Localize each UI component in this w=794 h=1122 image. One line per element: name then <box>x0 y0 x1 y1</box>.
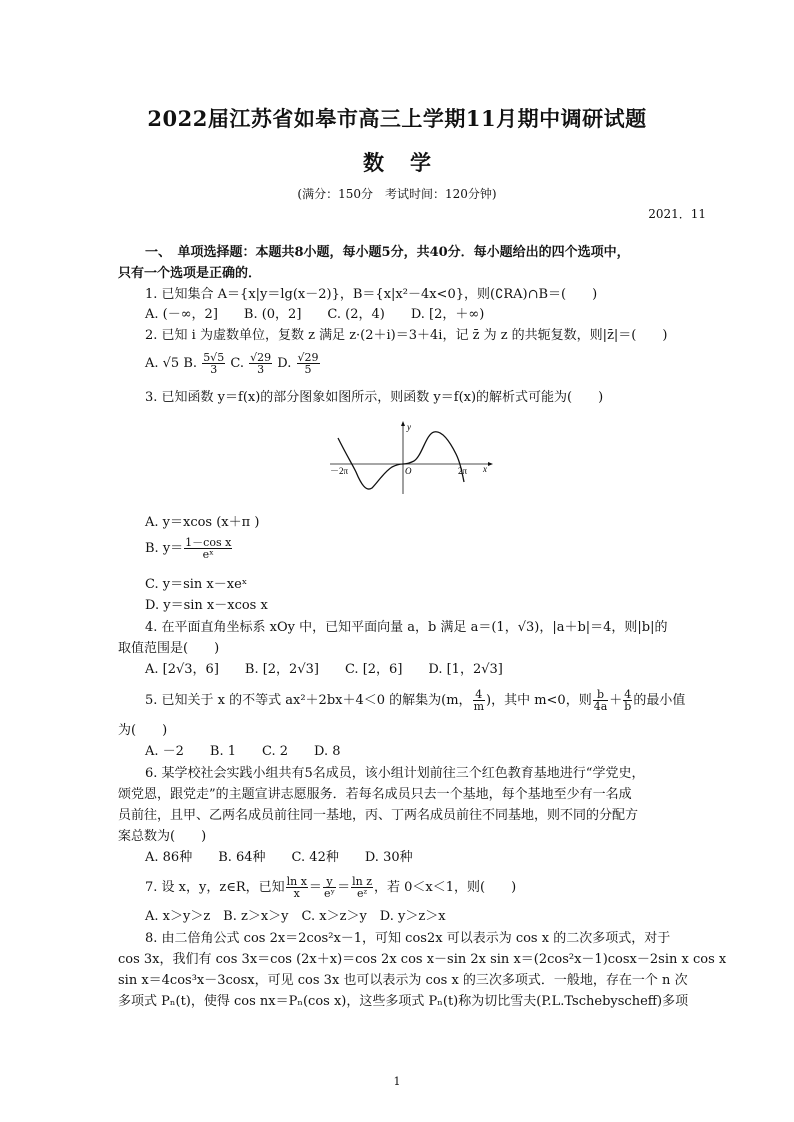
q6-options: A. 86种 B. 64种 C. 42种 D. 30种 <box>145 850 413 865</box>
neg-2pi-tick: －2π <box>330 466 349 476</box>
q5-stem-post: 的最小值 <box>633 693 686 708</box>
x-axis-arrow <box>488 462 493 466</box>
page-number: 1 <box>393 1075 401 1088</box>
section1-heading: 一、 单项选择题：本题共8小题，每小题5分，共40分．每小题给出的四个选项中， <box>145 245 630 260</box>
q3-option-b-line <box>145 537 233 560</box>
q7-eq1: ＝ <box>308 880 322 895</box>
y-axis-label: y <box>407 422 411 432</box>
q4-options: A. [2√3，6] B. [2，2√3] C. [2，6] D. [1，2√3] <box>145 662 503 677</box>
q2-option-b: B. <box>183 356 198 371</box>
q5-frac-b-over-4a: $\frac{b}{4a}$ <box>593 688 608 713</box>
q5-stem-cont: 为( ) <box>118 723 168 738</box>
q5-stem-mid: )，其中 m<0，则 <box>486 693 592 708</box>
q5-stem-pre: 5. 已知关于 x 的不等式 ax²＋2bx＋4＜0 的解集为(m， <box>145 693 472 708</box>
exam-meta: (满分：150分 考试时间：120分钟) <box>297 187 497 201</box>
q1-stem: 1. 已知集合 A＝{x|y＝lg(x－2)}，B＝{x|x²－4x<0}，则(∁RA)∩B＝( ) <box>145 287 598 302</box>
q7-options: A. x＞y＞z B. z＞x＞y C. x＞z＞y D. y＞z＞x <box>145 909 446 924</box>
q6-stem-line4: 案总数为( ) <box>118 829 207 844</box>
q2-option-d-fraction: $\frac{√29}{5}$ <box>297 351 319 376</box>
q2-stem: 2. 已知 i 为虚数单位，复数 z 满足 z·(2＋i)＝3＋4i，记 z̄ 为 z 的共轭复数，则|z̄|＝( ) <box>145 328 668 343</box>
q3-option-b: B. y＝ <box>145 541 184 556</box>
q2-option-b-fraction: $\frac{5√5}{3}$ <box>203 351 225 376</box>
origin-label: O <box>405 466 412 476</box>
q5-stem <box>145 689 685 712</box>
q8-stem-line3: sin x＝4cos³x－3cosx，可见 cos 3x 也可以表示为 cos x 的三次多项式．一般地，存在一个 n 次 <box>118 973 688 988</box>
q5-frac-4-over-b: $\frac{4}{b}$ <box>624 688 632 713</box>
q2-option-a: A. √5 <box>145 356 180 371</box>
q7-stem-post: ，若 0＜x＜1，则( ) <box>374 880 517 895</box>
q6-stem-line2: 颂党恩，跟党走”的主题宣讲志愿服务．若每名成员只去一个基地，每个基地至少有一名成 <box>118 787 632 802</box>
q2-option-d: D. <box>277 356 292 371</box>
q7-stem-pre: 7. 设 x，y，z∈R，已知 <box>145 880 285 895</box>
q4-stem: 4. 在平面直角坐标系 xOy 中，已知平面向量 a，b 满足 a＝(1，√3)，|a＋b|＝4，则|b|的 <box>145 620 668 635</box>
q2-options <box>145 352 321 375</box>
subject-title: 数学 <box>363 150 457 175</box>
q5-frac-4-over-m: $\frac{4}{m}$ <box>473 688 484 713</box>
exam-date: 2021．11 <box>648 207 706 221</box>
q6-stem: 6. 某学校社会实践小组共有5名成员，该小组计划前往三个红色教育基地进行“学党史， <box>145 766 645 781</box>
q1-options: A. (－∞，2] B. (0，2] C. (2，4) D. [2，＋∞) <box>145 307 485 322</box>
function-curve <box>338 432 464 489</box>
x-axis-label: x <box>483 464 487 474</box>
y-axis-arrow <box>401 421 405 426</box>
q3-option-c: C. y＝sin x－xeˣ <box>145 577 248 592</box>
q3-option-a: A. y＝xcos (x＋π ) <box>145 515 260 530</box>
q6-stem-line3: 员前往，且甲、乙两名成员前往同一基地，丙、丁两名成员前往不同基地，则不同的分配方 <box>118 808 639 823</box>
q3-function-graph <box>326 420 496 495</box>
q7-frac-lnz-over-ez: $\frac{\text{ln z}}{\text{eᶻ}}$ <box>352 875 373 900</box>
pos-2pi-tick: 2π <box>458 466 468 476</box>
q5-plus: ＋ <box>609 693 623 708</box>
q2-option-c: C. <box>230 356 244 371</box>
q7-frac-y-over-ey: $\frac{y}{\text{eʸ}}$ <box>323 875 336 900</box>
q3-stem: 3. 已知函数 y＝f(x)的部分图象如图所示，则函数 y＝f(x)的解析式可能为( ) <box>145 390 604 405</box>
section1-heading-cont: 只有一个选项是正确的． <box>118 266 262 281</box>
q8-stem-line4: 多项式 Pₙ(t)，使得 cos nx＝Pₙ(cos x)，这些多项式 Pₙ(t)称为切比雪夫(P.L.Tschebyscheff)多项 <box>118 994 689 1009</box>
q5-options: A. －2 B. 1 C. 2 D. 8 <box>145 744 341 759</box>
q8-stem-line2: cos 3x，我们有 cos 3x＝cos (2x＋x)＝cos 2x cos x－sin 2x sin x＝(2cos²x－1)cosx－2sin x cos x <box>118 952 727 967</box>
q7-stem <box>145 876 516 899</box>
q3-option-b-fraction: $\frac{\text{1－cos x}}{\text{eˣ}}$ <box>185 536 232 561</box>
q3-option-d: D. y＝sin x－xcos x <box>145 598 268 613</box>
q8-stem: 8. 由二倍角公式 cos 2x＝2cos²x－1，可知 cos2x 可以表示为 cos x 的二次多项式，对于 <box>145 931 671 946</box>
q2-option-c-fraction: $\frac{√29}{3}$ <box>250 351 272 376</box>
q7-frac-lnx-over-x: $\frac{\text{ln x}}{x}$ <box>286 875 307 900</box>
q7-eq2: ＝ <box>337 880 351 895</box>
q4-stem-cont: 取值范围是( ) <box>118 641 220 656</box>
page-title: 2022届江苏省如皋市高三上学期11月期中调研试题 <box>147 106 647 131</box>
